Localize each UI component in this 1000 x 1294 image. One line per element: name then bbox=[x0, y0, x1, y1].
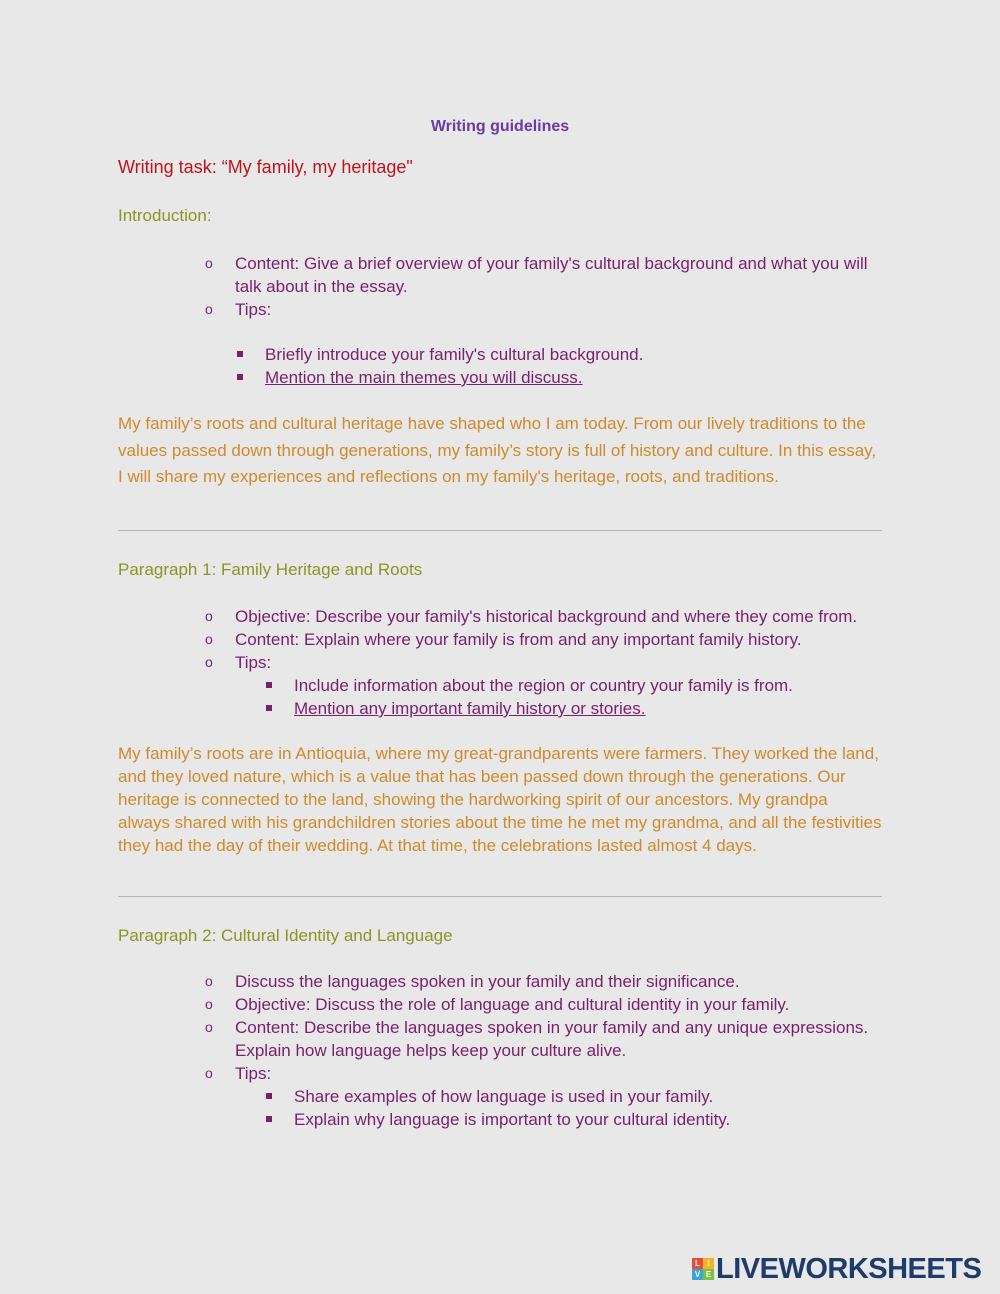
paragraph1-tip-2: Mention any important family history or stories. bbox=[265, 697, 793, 720]
page-title: Writing guidelines bbox=[430, 118, 570, 135]
liveworksheets-logo-icon bbox=[692, 1258, 714, 1280]
paragraph2-discuss-item: o Discuss the languages spoken in your family and their significance. bbox=[205, 970, 895, 993]
introduction-sample-text: My family’s roots and cultural heritage have shaped who I am today. From our lively traditions to the values passed down through generations, my family’s story is full of history and culture. In this essay, I will share my experiences and reflections on my family's heritage, roots, and traditions. bbox=[118, 414, 877, 486]
section-divider bbox=[118, 896, 882, 897]
paragraph2-content-item: o Content: Describe the languages spoken in your family and any unique expressions. Explain how language helps keep your culture alive. bbox=[205, 1016, 895, 1062]
paragraph1-guidelines bbox=[205, 605, 895, 674]
logo-letter-i: I bbox=[703, 1258, 714, 1269]
logo-letter-l: L bbox=[692, 1258, 703, 1269]
paragraph2-tips-item: o Tips: bbox=[205, 1062, 895, 1085]
paragraph2-heading: Paragraph 2: Cultural Identity and Language bbox=[118, 926, 453, 945]
paragraph2-tip-1: Share examples of how language is used in your family. bbox=[265, 1085, 730, 1108]
introduction-content-item: o Content: Give a brief overview of your family's cultural background and what you will talk about in the essay. bbox=[205, 252, 895, 298]
liveworksheets-wordmark: LIVEWORKSHEETS bbox=[716, 1252, 982, 1285]
introduction-tip-2: Mention the main themes you will discuss. bbox=[236, 366, 643, 389]
paragraph1-heading: Paragraph 1: Family Heritage and Roots bbox=[118, 560, 423, 579]
paragraph1-objective-item: o Objective: Describe your family's historical background and where they come from. bbox=[205, 605, 895, 628]
paragraph1-content-item: o Content: Explain where your family is from and any important family history. bbox=[205, 628, 895, 651]
paragraph1-tip-1: Include information about the region or country your family is from. bbox=[265, 674, 793, 697]
paragraph1-tips-item: o Tips: bbox=[205, 651, 895, 674]
introduction-tips-item: o Tips: bbox=[205, 298, 895, 321]
liveworksheets-brand bbox=[692, 1252, 982, 1285]
introduction-tip-1: Briefly introduce your family's cultural background. bbox=[236, 343, 643, 366]
paragraph1-tips-list bbox=[265, 674, 793, 720]
paragraph2-tips-list bbox=[265, 1085, 730, 1131]
paragraph2-tip-2: Explain why language is important to your cultural identity. bbox=[265, 1108, 730, 1131]
writing-task-title: Writing task: “My family, my heritage" bbox=[118, 157, 413, 177]
logo-letter-e: E bbox=[703, 1269, 714, 1280]
paragraph2-guidelines bbox=[205, 970, 895, 1085]
introduction-heading: Introduction: bbox=[118, 206, 212, 225]
introduction-tips-list bbox=[236, 343, 643, 389]
introduction-guidelines bbox=[205, 252, 895, 321]
section-divider bbox=[118, 530, 882, 531]
paragraph2-objective-item: o Objective: Discuss the role of language and cultural identity in your family. bbox=[205, 993, 895, 1016]
logo-letter-v: V bbox=[692, 1269, 703, 1280]
paragraph1-sample-text: My family’s roots are in Antioquia, where my great-grandparents were farmers. They worked the land, and they loved nature, which is a value that has been passed down through the generations. Our heritage is connected to the land, showing the hardworking spirit of our ancestors. My grandpa always shared with his grandchildren stories about the time he met my grandma, and all the festivities they had the day of their wedding. At that time, the celebrations lasted almost 4 days. bbox=[118, 744, 882, 855]
